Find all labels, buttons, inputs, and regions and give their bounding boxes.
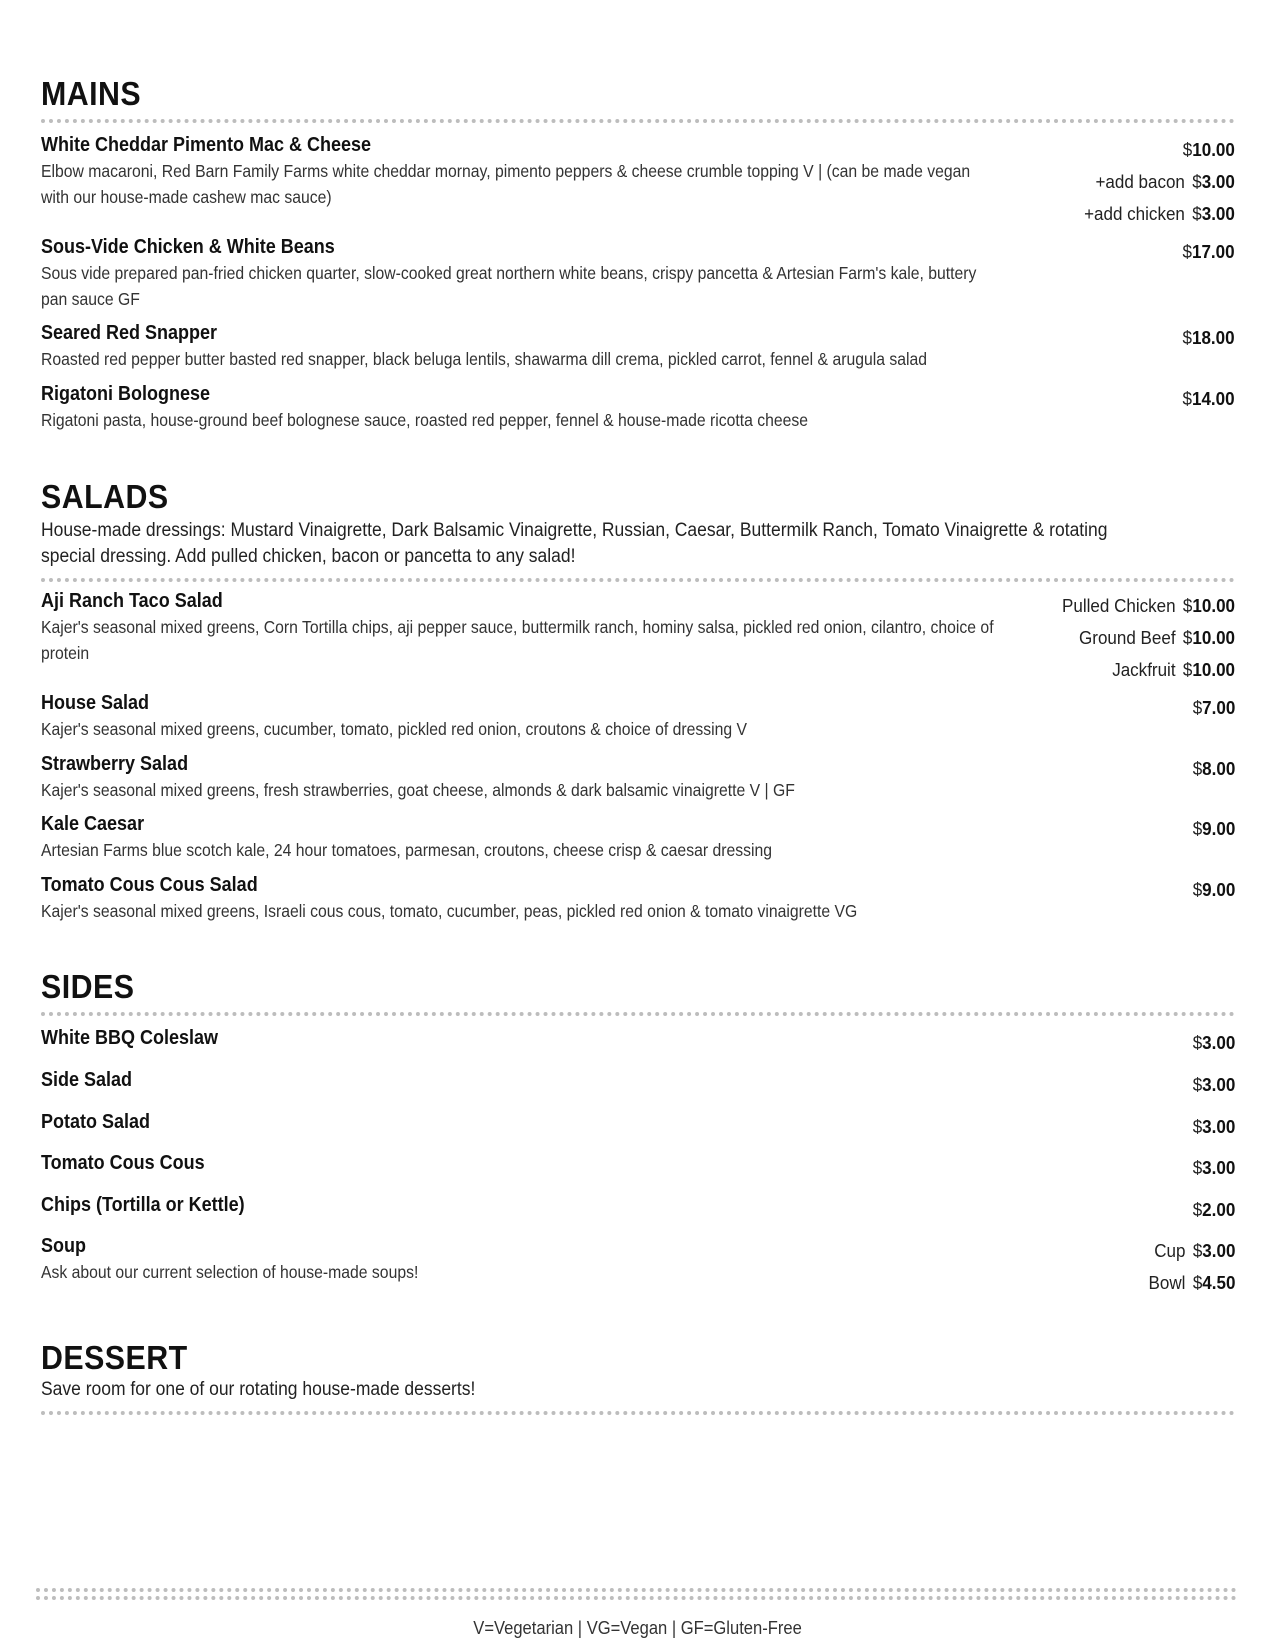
item-name: Tomato Cous Cous [41, 1152, 205, 1174]
price-amount: 3.00 [1201, 1157, 1235, 1178]
price-line [1192, 1194, 1235, 1226]
item-prices [1189, 1027, 1235, 1059]
price-amount: 18.00 [1192, 327, 1235, 348]
section-title-mains: MAINS [41, 75, 142, 112]
price-line [1062, 590, 1235, 622]
currency-symbol: $ [1192, 1240, 1202, 1261]
price-line [1183, 383, 1235, 415]
item-prices [1071, 134, 1235, 230]
menu-item [41, 588, 1235, 680]
item-prices [1178, 383, 1235, 415]
section-title-sides: SIDES [41, 968, 135, 1005]
section-salads [41, 478, 1235, 582]
price-amount: 8.00 [1201, 758, 1235, 779]
item-name: Soup [41, 1235, 86, 1257]
dietary-legend [0, 1618, 1275, 1639]
currency-symbol: $ [1182, 659, 1193, 680]
price-amount: 9.00 [1201, 818, 1235, 839]
menu-item [41, 811, 1235, 863]
item-description: Kajer's seasonal mixed greens, cucumber, tomato, pickled red onion, croutons & choice of dressing V [41, 719, 748, 739]
price-line [1192, 692, 1235, 724]
section-title-dessert: DESSERT [41, 1339, 188, 1376]
currency-symbol: $ [1192, 879, 1202, 900]
price-line [1084, 134, 1235, 166]
item-prices [1047, 590, 1235, 686]
section-sides [41, 968, 1235, 1016]
currency-symbol: $ [1192, 1272, 1202, 1293]
item-name: Kale Caesar [41, 813, 145, 835]
price-amount: 10.00 [1192, 595, 1235, 616]
currency-symbol: $ [1192, 1199, 1202, 1220]
menu-item [41, 1067, 1235, 1093]
footer-divider [36, 1596, 1237, 1600]
item-prices [1189, 1111, 1235, 1143]
price-line [1192, 1152, 1235, 1184]
divider [41, 119, 1235, 123]
currency-symbol: $ [1192, 203, 1202, 224]
price-line [1183, 322, 1235, 354]
item-name: Tomato Cous Cous Salad [41, 874, 258, 896]
price-line [1192, 1111, 1235, 1143]
currency-symbol: $ [1192, 1116, 1202, 1137]
divider [41, 1411, 1235, 1415]
item-prices [1189, 813, 1235, 845]
price-amount: 17.00 [1192, 241, 1235, 262]
footer-divider [36, 1588, 1237, 1592]
currency-symbol: $ [1182, 327, 1193, 348]
price-amount: 10.00 [1192, 659, 1235, 680]
menu-item [41, 234, 1235, 312]
menu-item [41, 690, 1235, 742]
item-description: Kajer's seasonal mixed greens, fresh strawberries, goat cheese, almonds & dark balsamic vinaigrette V | GF [41, 780, 795, 800]
price-line [1084, 166, 1235, 198]
menu-item [41, 751, 1235, 803]
currency-symbol: $ [1192, 758, 1202, 779]
item-name: White BBQ Coleslaw [41, 1027, 219, 1049]
price-amount: 4.50 [1201, 1272, 1235, 1293]
currency-symbol: $ [1182, 388, 1193, 409]
section-dessert [41, 1339, 1235, 1415]
divider [41, 578, 1235, 582]
currency-symbol: $ [1182, 595, 1193, 616]
price-amount: 7.00 [1201, 697, 1235, 718]
item-name: Rigatoni Bolognese [41, 383, 211, 405]
item-description: Kajer's seasonal mixed greens, Corn Tortilla chips, aji pepper sauce, buttermilk ranch, hominy salsa, pickled red onion, cilantro, choice of protein [41, 617, 994, 663]
item-name: Sous-Vide Chicken & White Beans [41, 236, 335, 258]
price-amount: 10.00 [1192, 139, 1235, 160]
item-name: Potato Salad [41, 1111, 151, 1133]
price-option-label: Pulled Chicken [1062, 595, 1176, 616]
currency-symbol: $ [1192, 818, 1202, 839]
item-name: Side Salad [41, 1069, 133, 1091]
item-description: Ask about our current selection of house-made soups! [41, 1262, 419, 1282]
currency-symbol: $ [1182, 241, 1193, 262]
legend-text: V=Vegetarian | VG=Vegan | GF=Gluten-Free [473, 1618, 802, 1638]
item-name: Seared Red Snapper [41, 322, 218, 344]
divider [41, 1012, 1235, 1016]
price-option-label: Ground Beef [1079, 627, 1176, 648]
price-amount: 9.00 [1201, 879, 1235, 900]
price-amount: 2.00 [1201, 1199, 1235, 1220]
currency-symbol: $ [1192, 697, 1202, 718]
item-description: Rigatoni pasta, house-ground beef bolognese sauce, roasted red pepper, fennel & house-made ricotta cheese [41, 410, 809, 430]
item-name: Strawberry Salad [41, 753, 189, 775]
item-prices [1178, 236, 1235, 268]
currency-symbol: $ [1182, 139, 1193, 160]
dessert-description: Save room for one of our rotating house-made desserts! [41, 1379, 476, 1400]
price-option-label: Bowl [1148, 1272, 1186, 1293]
price-amount: 3.00 [1201, 1240, 1235, 1261]
price-amount: 3.00 [1201, 1116, 1235, 1137]
item-prices [1178, 322, 1235, 354]
item-prices [1189, 1069, 1235, 1101]
price-option-label: Jackfruit [1112, 659, 1176, 680]
menu-item [41, 1109, 1235, 1135]
menu-item [41, 1150, 1235, 1176]
price-line [1148, 1267, 1235, 1299]
price-line [1062, 622, 1235, 654]
menu-item [41, 320, 1235, 372]
currency-symbol: $ [1192, 1074, 1202, 1095]
item-name: Aji Ranch Taco Salad [41, 590, 223, 612]
item-prices [1189, 692, 1235, 724]
price-option-label: +add bacon [1095, 171, 1186, 192]
price-line [1192, 813, 1235, 845]
currency-symbol: $ [1192, 171, 1202, 192]
price-line [1192, 874, 1235, 906]
item-description: Elbow macaroni, Red Barn Family Farms white cheddar mornay, pimento peppers & cheese crumble topping V | (can be made vegan with our house-made cashew mac sauce) [41, 161, 971, 207]
price-option-label: Cup [1153, 1240, 1186, 1261]
currency-symbol: $ [1182, 627, 1193, 648]
price-line [1192, 1069, 1235, 1101]
currency-symbol: $ [1192, 1032, 1202, 1053]
currency-symbol: $ [1192, 1157, 1202, 1178]
item-description: Sous vide prepared pan-fried chicken quarter, slow-cooked great northern white beans, crispy pancetta & Artesian Farm's kale, buttery pan sauce GF [41, 263, 977, 309]
price-line [1062, 654, 1235, 686]
section-mains [41, 75, 1235, 123]
price-amount: 3.00 [1201, 1032, 1235, 1053]
price-line [1192, 753, 1235, 785]
price-line [1148, 1235, 1235, 1267]
item-prices [1189, 1152, 1235, 1184]
menu-item [41, 132, 1235, 224]
item-description: Roasted red pepper butter basted red snapper, black beluga lentils, shawarma dill crema, pickled carrot, fennel & arugula salad [41, 349, 928, 369]
section-title-salads: SALADS [41, 478, 169, 515]
price-amount: 3.00 [1201, 203, 1235, 224]
price-amount: 10.00 [1192, 627, 1235, 648]
item-prices [1189, 753, 1235, 785]
menu-item [41, 381, 1235, 433]
price-line [1183, 236, 1235, 268]
item-name: Chips (Tortilla or Kettle) [41, 1194, 245, 1216]
menu-item [41, 1025, 1235, 1051]
item-name: White Cheddar Pimento Mac & Cheese [41, 134, 372, 156]
price-option-label: +add chicken [1084, 203, 1186, 224]
menu-item [41, 872, 1235, 924]
item-prices [1141, 1235, 1235, 1299]
price-amount: 14.00 [1192, 388, 1235, 409]
item-prices [1189, 1194, 1235, 1226]
item-prices [1189, 874, 1235, 906]
price-amount: 3.00 [1201, 1074, 1235, 1095]
price-line [1192, 1027, 1235, 1059]
item-description: Artesian Farms blue scotch kale, 24 hour tomatoes, parmesan, croutons, cheese crisp & caesar dressing [41, 840, 772, 860]
salads-description: House-made dressings: Mustard Vinaigrette, Dark Balsamic Vinaigrette, Russian, Caesar, Buttermilk Ranch, Tomato Vinaigrette & rotating special dressing. Add pulled chicken, bacon or pancetta to any salad! [41, 520, 1108, 567]
price-amount: 3.00 [1201, 171, 1235, 192]
price-line [1084, 198, 1235, 230]
item-name: House Salad [41, 692, 150, 714]
menu-item [41, 1233, 1235, 1293]
item-description: Kajer's seasonal mixed greens, Israeli cous cous, tomato, cucumber, peas, pickled red onion & tomato vinaigrette VG [41, 901, 858, 921]
menu-item [41, 1192, 1235, 1218]
